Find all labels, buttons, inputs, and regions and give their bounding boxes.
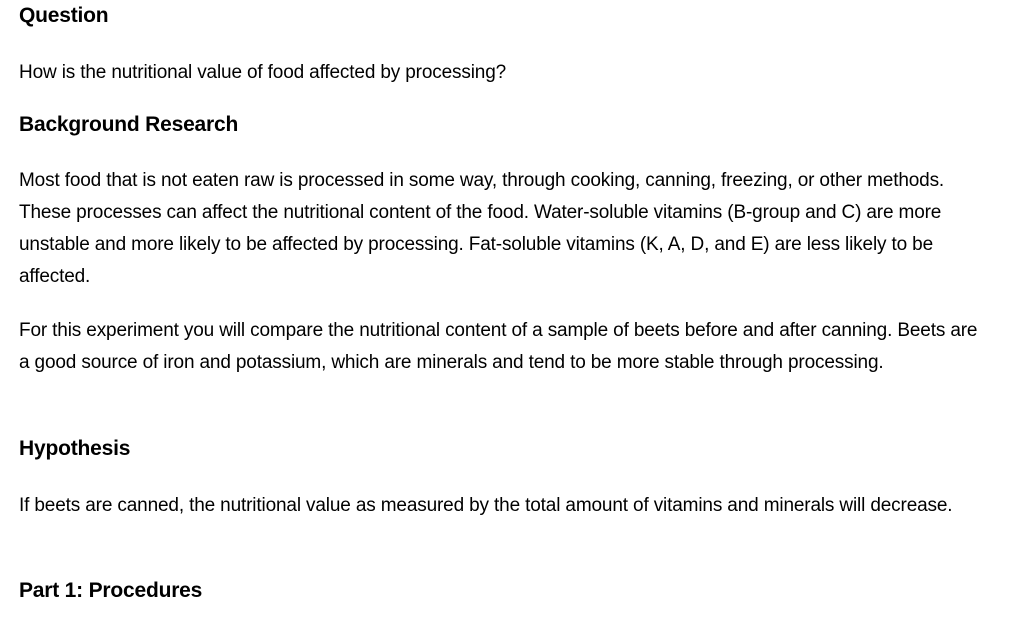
question-heading: Question: [19, 4, 109, 27]
hypothesis-heading: Hypothesis: [19, 437, 131, 460]
background-research-heading: Background Research: [19, 113, 239, 136]
background-paragraph-1: Most food that is not eaten raw is processed in some way, through cooking, canning, freezing, or other methods. These processes can affect the nutritional content of the food. Water-soluble vitamins (B-group and C) are more unstable and more likely to be affected by processing. Fat-soluble vitamins (K, A, D, and E) are less likely to be affected.: [19, 170, 945, 287]
background-paragraph-2: For this experiment you will compare the nutritional content of a sample of beets before and after canning. Beets are a good source of iron and potassium, which are minerals and tend to be more stable through processing.: [19, 320, 978, 373]
procedures-heading: Part 1: Procedures: [19, 579, 203, 602]
question-text: How is the nutritional value of food affected by processing?: [19, 62, 507, 83]
hypothesis-text: If beets are canned, the nutritional value as measured by the total amount of vitamins and minerals will decrease.: [19, 495, 953, 516]
